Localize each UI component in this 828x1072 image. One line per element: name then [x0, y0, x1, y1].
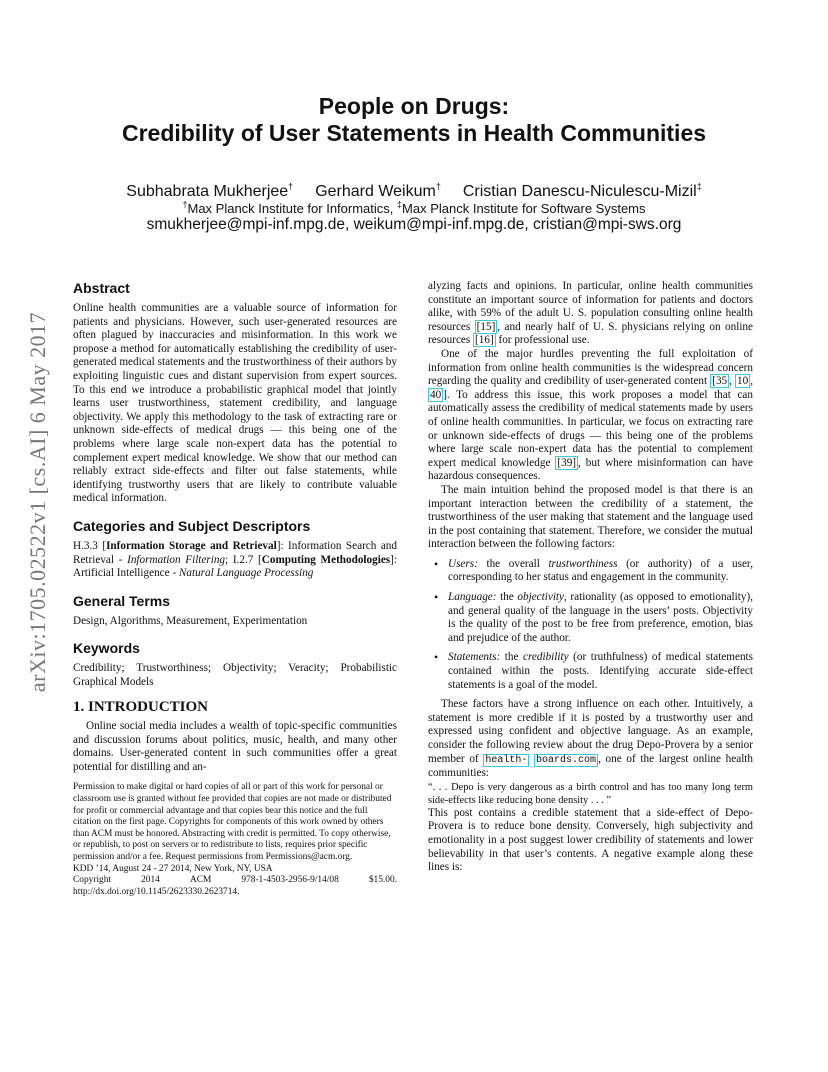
- factor-item: • Statements: the credibility (or truthfulness) of medical statements contained within the posts. Identifying accurate side-effect statements is a goal of the model.: [448, 651, 753, 692]
- general-terms-heading: General Terms: [73, 592, 171, 609]
- right-column: [428, 280, 753, 875]
- title-line-2: Credibility of User Statements in Health Communities: [121, 120, 707, 146]
- citation-link[interactable]: 40: [430, 388, 442, 401]
- keywords-heading: Keywords: [73, 640, 140, 657]
- paper-title: [60, 93, 768, 147]
- doi-link[interactable]: http://dx.doi.org/10.1145/2623330.2623714.: [73, 886, 240, 897]
- affiliation-mark: †: [288, 181, 294, 192]
- intro-paragraph: The main intuition behind the proposed model is that there is an important interaction between the credibility of a statement, the trustworthiness of the user making that statement and the language used in the post containing that statement. Therefore, we consider the mutual interaction between the following factors:: [428, 483, 753, 551]
- affiliation-text: Max Planck Institute for Informatics,: [187, 201, 398, 216]
- conference-venue: KDD ’14, August 24 - 27 2014, New York, NY, USA: [73, 863, 273, 874]
- citation-link[interactable]: 10: [737, 375, 749, 388]
- url-link[interactable]: health-: [485, 754, 528, 766]
- arxiv-sidebar: [18, 292, 58, 712]
- author-emails: smukherjee@mpi-inf.mpg.de, weikum@mpi-inf.mpg.de, cristian@mpi-sws.org: [146, 216, 682, 233]
- affiliation-text: Max Planck Institute for Software Systems: [402, 201, 646, 216]
- author-list: [60, 182, 768, 202]
- title-line-1: People on Drugs:: [318, 93, 510, 119]
- author-name: Gerhard Weikum: [315, 183, 436, 200]
- copyright-line: Copyright 2014 ACM 978-1-4503-2956-9/14/08 $15.00.: [73, 875, 397, 886]
- abstract-text: Online health communities are a valuable source of information for patients and physicians. However, such user-generated resources are often plagued by inaccuracies and misinformation. In this work we propose a method for automatically establishing the credibility of user-generated medical statements and the trustworthiness of their authors by exploiting linguistic cues and distant supervision from expert sources. To this end we introduce a probabilistic graphical model that jointly learns user trustworthiness, statement credibility, and language objectivity. We apply this methodology to the task of extracting rare or unknown side-effects of medical drugs — this being one of the problems where large scale non-expert data has the potential to complement expert medical knowledge. We show that our method can reliably extract side-effects and filter out false statements, while identifying trustworthy users that are likely to contribute valuable medical information.: [73, 302, 397, 505]
- url-link[interactable]: boards.com: [536, 754, 597, 766]
- author-name: Subhabrata Mukherjee: [126, 183, 289, 200]
- affiliation-mark: ‡: [696, 181, 702, 192]
- citation-link[interactable]: [35: [712, 375, 728, 388]
- factor-item: • Users: the overall trustworthiness (or authority) of a user, corresponding to her status and engagement in the community.: [448, 558, 753, 585]
- factor-list: [428, 558, 753, 692]
- permission-text: Permission to make digital or hard copies of all or part of this work for personal or classroom use is granted without fee provided that copies are not made or distributed for profit or commercial advantage and that copies bear this notice and the full citation on the first page. Copyrights for components of this work owned by others than ACM must be honored. Abstracting with credit is permitted. To copy otherwise, or republish, to post on servers or to redistribute to lists, requires prior specific permission and/or a fee. Request permissions from Permissions@acm.org.: [73, 782, 392, 862]
- intro-paragraph: Online social media includes a wealth of topic-specific communities and discussion forums about politics, music, health, and many other domains. User-generated content in such communities offer a great potential for distilling and an-: [73, 720, 397, 773]
- affiliation-mark: †: [182, 199, 188, 210]
- permission-notice: [73, 782, 397, 898]
- keywords-text: Credibility; Trustworthiness; Objectivity; Veracity; Probabilistic Graphical Models: [73, 662, 397, 688]
- author-name: Cristian Danescu-Niculescu-Mizil: [462, 183, 697, 200]
- intro-paragraph-continued: alyzing facts and opinions. In particular, online health communities constitute an important source of information for patients and doctors alike, with 59% of the adult U. S. population consulting online health resources [15] , and nearly half of U. S. physicians relying on online resources [16] for professional use.: [428, 280, 753, 347]
- example-quote: “. . . Depo is very dangerous as a birth control and has too many long term side-effects like reducing bone density . . . ”: [428, 781, 753, 806]
- introduction-heading: 1. INTRODUCTION: [73, 699, 209, 716]
- general-terms-text: Design, Algorithms, Measurement, Experimentation: [73, 614, 308, 627]
- citation-link[interactable]: [15]: [476, 320, 496, 333]
- intro-paragraph: This post contains a credible statement that a side-effect of Depo-Provera is to reduce bone density. Conversely, high subjectivity and emotionality in a post suggest lower credibility of statements and lower believability in that user’s contents. A negative example along these lines is:: [428, 806, 753, 874]
- affiliation-mark: ‡: [397, 199, 403, 210]
- arxiv-identifier: arXiv:1705.02522v1 [cs.AI] 6 May 2017: [25, 311, 50, 693]
- abstract-heading: Abstract: [73, 280, 130, 296]
- intro-paragraph: One of the major hurdles preventing the full exploitation of information from online health communities is the widespread concern regarding the quality and credibility of user-generated content [35 , 10 , 40 ]. To address this issue, this work proposes a model that can automatically assess the credibility of medical statements made by users of online health communities. In particular, we focus on extracting rare or unknown side-effects of drugs — this being one of the problems where large scale non-expert data has the potential to complement expert medical knowledge [39] , but where misinformation can have hazardous consequences.: [428, 347, 753, 483]
- categories-heading: Categories and Subject Descriptors: [73, 517, 311, 534]
- affiliation-mark: †: [435, 181, 441, 192]
- categories-text: H.3.3 [Information Storage and Retrieval]: Information Search and Retrieval - Information Filtering; I.2.7 [Computing Methodologies]: Artificial Intelligence - Natural Language Processing: [73, 539, 397, 580]
- citation-link[interactable]: [39]: [557, 456, 577, 469]
- factor-item: • Language: the objectivity, rationality (as opposed to emotionality), and general quality of the language in the users’ posts. Objectivity is the quality of the post to be free from preference, emotion, bias and prejudice of the author.: [448, 591, 753, 645]
- citation-link[interactable]: [16]: [475, 334, 494, 347]
- intro-paragraph: These factors have a strong influence on each other. Intuitively, a statement is more credible if it is posted by a trustworthy user and expressed using confident and objective language. As an example, consider the following review about the drug Depo-Provera by a senior member of health- boards.com , one of the largest online health communities:: [428, 698, 753, 780]
- left-column: [73, 280, 397, 898]
